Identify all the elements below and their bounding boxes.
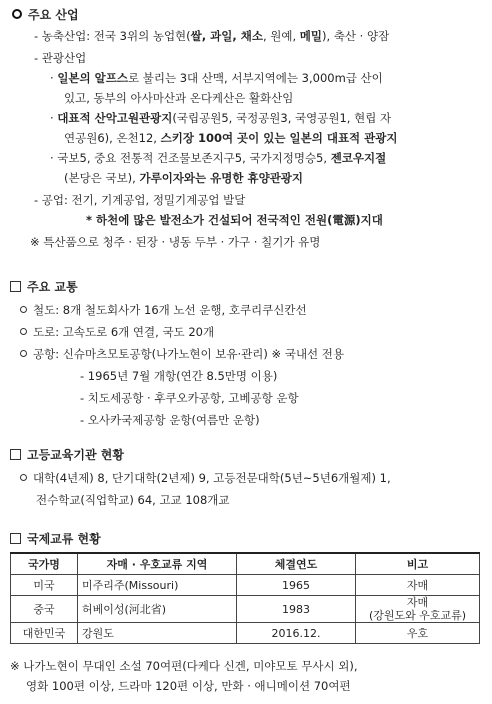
- header-country: 국가명: [11, 553, 78, 575]
- education-line-1: 대학(4년제) 8, 단기대학(2년제) 9, 고등전문대학(5년~5년6개월제) 1,: [20, 470, 391, 486]
- tourism-line-5: · 국보5, 중요 전통적 건조물보존지구5, 국가지정명승5, 젠코우지절: [50, 151, 387, 165]
- header-year: 체결연도: [237, 553, 356, 575]
- section-industry-title: 주요 산업: [12, 6, 79, 23]
- cell-remarks: 자매: [356, 575, 480, 596]
- education-line-2: 전수학교(직업학교) 64, 고교 108개교: [36, 493, 230, 507]
- tourism-line-1: · 일본의 알프스로 불리는 3대 산맥, 서부지역에는 3,000m급 산이: [50, 71, 383, 85]
- tourism-line-6: (본당은 국보), 가루이자와는 유명한 휴양관광지: [64, 171, 304, 185]
- industry-line: - 공업: 전기, 기계공업, 정밀기계공업 발달: [34, 193, 246, 207]
- checkbox-icon: [10, 449, 21, 460]
- circle-bullet-icon: [20, 474, 27, 481]
- circle-bullet-icon: [20, 328, 27, 335]
- agri-line: - 농축산업: 전국 3위의 농업현(쌀, 과일, 채소, 원예, 메밀), 축산 · 양잠: [34, 29, 390, 43]
- airport-line: 공항: 신슈마츠모토공항(나가노현이 보유·관리) ※ 국내선 전용: [20, 346, 344, 362]
- cell-country: 중국: [11, 596, 78, 623]
- cell-country: 대한민국: [11, 623, 78, 644]
- airport-detail-2: - 치도세공항 · 후쿠오카공항, 고베공항 운항: [80, 391, 299, 405]
- cell-remarks: 자매 (강원도와 우호교류): [356, 596, 480, 623]
- rail-line: 철도: 8개 철도회사가 16개 노선 운행, 호쿠리쿠신칸선: [20, 302, 307, 318]
- cell-year: 1983: [237, 596, 356, 623]
- road-line: 도로: 고속도로 6개 연결, 국도 20개: [20, 324, 214, 340]
- tourism-line-3: · 대표적 산악고원관광지(국립공원5, 국정공원3, 국영공원1, 현립 자: [50, 111, 392, 125]
- cell-year: 1965: [237, 575, 356, 596]
- checkbox-icon: [10, 533, 21, 544]
- table-row: [11, 575, 480, 596]
- media-note-line-1: ※ 나가노현이 무대인 소설 70여편(다케다 신겐, 미야모토 무사시 외),: [10, 659, 358, 673]
- checkbox-icon: [10, 281, 21, 292]
- cell-year: 2016.12.: [237, 623, 356, 644]
- tourism-line-4: 연공원6), 온천12, 스키장 100여 곳이 있는 일본의 대표적 관광지: [64, 131, 398, 145]
- airport-detail-1: - 1965년 7월 개항(연간 8.5만명 이용): [80, 369, 278, 383]
- power-note: * 하천에 많은 발전소가 건설되어 전국적인 전원(電源)지대: [86, 213, 383, 227]
- section-transport-title: 주요 교통: [10, 278, 78, 295]
- circle-bullet-icon: [20, 350, 27, 357]
- exchange-table: [10, 552, 480, 644]
- cell-region: 강원도: [78, 623, 237, 644]
- tourism-line-2: 있고, 동부의 아사마산과 온다케산은 활화산임: [64, 91, 294, 105]
- table-row: [11, 596, 480, 623]
- cell-region: 허베이성(河北省): [78, 596, 237, 623]
- media-note-line-2: 영화 100편 이상, 드라마 120편 이상, 만화 · 애니메이션 70여편: [26, 679, 351, 693]
- section-education-title: 고등교육기관 현황: [10, 446, 124, 463]
- specialty-note: ※ 특산품으로 청주 · 된장 · 냉동 두부 · 가구 · 칠기가 유명: [30, 235, 321, 249]
- airport-detail-3: - 오사카국제공항 운항(여름만 운항): [80, 413, 260, 427]
- cell-remarks: 우호: [356, 623, 480, 644]
- bullet-icon: [12, 9, 22, 19]
- section-exchange-title: 국제교류 현황: [10, 530, 101, 547]
- tourism-heading: - 관광산업: [34, 51, 87, 65]
- circle-bullet-icon: [20, 306, 27, 313]
- cell-country: 미국: [11, 575, 78, 596]
- table-header-row: [11, 553, 480, 575]
- cell-region: 미주리주(Missouri): [78, 575, 237, 596]
- header-remarks: 비고: [356, 553, 480, 575]
- table-row: [11, 623, 480, 644]
- header-region: 자매 · 우호교류 지역: [78, 553, 237, 575]
